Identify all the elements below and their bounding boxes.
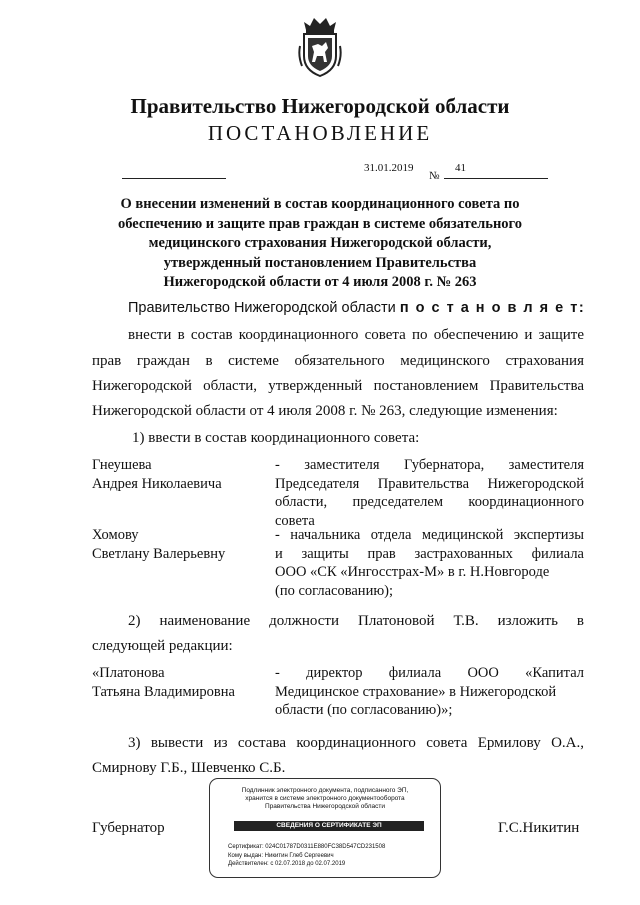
signatory-position: Губернатор: [92, 820, 165, 836]
subject-line: О внесении изменений в состав координационного совета по: [120, 196, 520, 212]
role-line: области, председателем координационного: [275, 494, 584, 510]
subject-line: утвержденный постановлением Правительства: [163, 254, 477, 271]
member-role: [275, 526, 584, 600]
member-surname: «Платонова: [92, 665, 165, 681]
member-role: [275, 664, 584, 720]
certificate-details: [228, 843, 385, 869]
member-name: [92, 664, 272, 701]
document-type: ПОСТАНОВЛЕНИЕ: [207, 121, 433, 145]
lead-text: Правительство Нижегородской области: [128, 300, 400, 316]
role-line: (по согласованию);: [275, 582, 394, 599]
number-underline: [444, 178, 548, 179]
certificate-bar: СВЕДЕНИЯ О СЕРТИФИКАТЕ ЭП: [234, 821, 424, 831]
stamp-header: [210, 787, 440, 811]
member-surname: Гнеушева: [92, 457, 152, 473]
role-line: ООО «СК «Ингосстрах-М» в г. Н.Новгороде: [275, 564, 550, 580]
lead-decree: п о с т а н о в л я е т:: [399, 300, 586, 316]
item-1: 1) ввести в состав координационного совета:: [132, 430, 420, 446]
role-line: - директор филиала ООО «Капитал: [275, 665, 584, 681]
stamp-header-line: Подлинник электронного документа, подписанного ЭП,: [241, 787, 409, 794]
role-line: - заместителя Губернатора, заместителя: [275, 457, 584, 473]
date-underline: [122, 178, 226, 179]
subject-line: обеспечению и защите прав граждан в системе обязательного: [117, 215, 523, 232]
member-given-names: Татьяна Владимировна: [92, 683, 235, 700]
subject-line: медицинского страхования Нижегородской области,: [148, 235, 492, 251]
role-line: совета: [275, 512, 315, 529]
stamp-header-line: Правительства Нижегородской области: [264, 803, 386, 810]
member-surname: Хомову: [92, 527, 139, 543]
item-2-line: следующей редакции:: [92, 638, 233, 654]
intro-line: Нижегородской области, утвержденный постановлением Правительства: [92, 378, 584, 394]
intro-line: внести в состав координационного совета по обеспечению и защите: [128, 327, 584, 343]
member-name: [92, 456, 272, 493]
role-line: и защиты прав застрахованных филиала: [275, 545, 584, 562]
resolution-lead: [128, 300, 585, 316]
certificate-serial: Сертификат: 024C01787D0311E880FC38D547CD231508: [228, 844, 386, 850]
member-given-names: Светлану Валерьевну: [92, 545, 226, 562]
item-2-line: 2) наименование должности Платоновой Т.В. изложить в: [128, 613, 584, 629]
intro-line: прав граждан в системе обязательного медицинского страхования: [92, 353, 584, 369]
stamp-header-line: хранится в системе электронного документооборота: [245, 795, 405, 802]
role-line: - начальника отдела медицинской экспертизы: [275, 527, 584, 543]
certificate-validity: Действителен: с 02.07.2018 до 02.07.2019: [228, 861, 346, 867]
role-line: Председателя Правительства Нижегородской: [275, 475, 584, 492]
item-3-line: 3) вывести из состава координационного совета Ермилову О.А.,: [128, 735, 584, 751]
coat-of-arms-emblem: [298, 16, 342, 78]
document-date: 31.01.2019: [364, 162, 414, 174]
document-number: 41: [455, 162, 466, 174]
subject-line: Нижегородской области от 4 июля 2008 г. № 263: [163, 274, 477, 290]
member-name: [92, 526, 272, 563]
certificate-owner: Кому выдан: Никитин Глеб Сергеевич: [228, 852, 334, 859]
role-line: области (по согласованию)»;: [275, 702, 453, 718]
member-given-names: Андрея Николаевича: [92, 475, 222, 492]
e-signature-stamp: [209, 778, 441, 878]
number-label: №: [429, 170, 440, 182]
role-line: Медицинское страхование» в Нижегородской: [275, 683, 557, 700]
member-role: [275, 456, 584, 530]
document-subject: [0, 195, 640, 293]
item-3-line: Смирнову Г.Б., Шевченко С.Б.: [92, 760, 286, 776]
government-title: Правительство Нижегородской области: [130, 94, 510, 118]
signatory-name: Г.С.Никитин: [498, 820, 580, 836]
intro-line: Нижегородской области от 4 июля 2008 г. № 263, следующие изменения:: [92, 403, 558, 419]
